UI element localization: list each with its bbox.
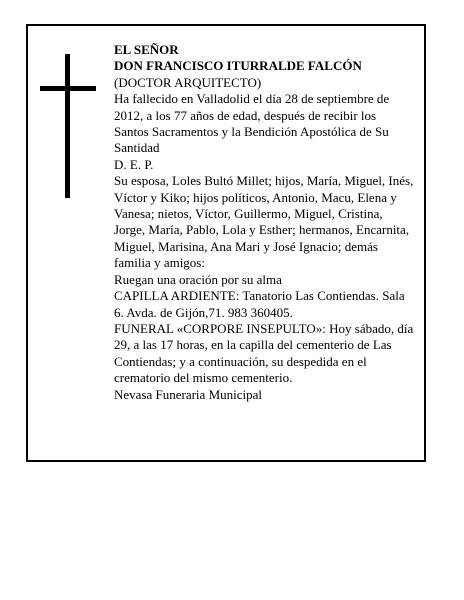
notice-chapel-text: CAPILLA ARDIENTE: Tanatorio Las Contiendas. Sala 6. Avda. de Gijón,71. 983 360405. bbox=[114, 288, 405, 320]
notice-funeral-text: FUNERAL «CORPORE INSEPULTO»: Hoy sábado, día 29, a las 17 horas, en la capilla del cementerio de Las Contiendas; y a continuación, su despedida en el crematorio del mismo cementerio. bbox=[114, 320, 414, 386]
cross-horizontal-bar bbox=[40, 86, 96, 91]
obituary-notice bbox=[26, 24, 426, 462]
notice-prayer: Ruegan una oración por su alma bbox=[114, 271, 282, 287]
latin-cross-icon bbox=[40, 54, 96, 198]
cross-vertical-bar bbox=[65, 54, 70, 198]
notice-dep: D. E. P. bbox=[114, 156, 154, 172]
notice-funeral-home: Nevasa Funeraria Municipal bbox=[114, 386, 263, 402]
notice-title-line2: DON FRANCISCO ITURRALDE FALCÓN bbox=[114, 58, 362, 74]
notice-text bbox=[114, 42, 414, 403]
notice-title-line1: EL SEÑOR bbox=[114, 42, 179, 57]
notice-profession: (DOCTOR ARQUITECTO) bbox=[114, 74, 262, 90]
notice-family-text: Su esposa, Loles Bultó Millet; hijos, María, Miguel, Inés, Víctor y Kiko; hijos políticos, Antonio, Macu, Elena y Vanesa; nietos, Víctor, Guillermo, Miguel, Cristina, Jorge, María, Pablo, Lola y Esther; hermanos, Encarnita, Miguel, Marisina, Ana Mari y José Ignacio; demás familia y amigos: bbox=[114, 173, 414, 271]
notice-death-text: Ha fallecido en Valladolid el día 28 de septiembre de 2012, a los 77 años de edad, después de recibir los Santos Sacramentos y la Bendición Apostólica de Su Santidad bbox=[114, 91, 390, 156]
